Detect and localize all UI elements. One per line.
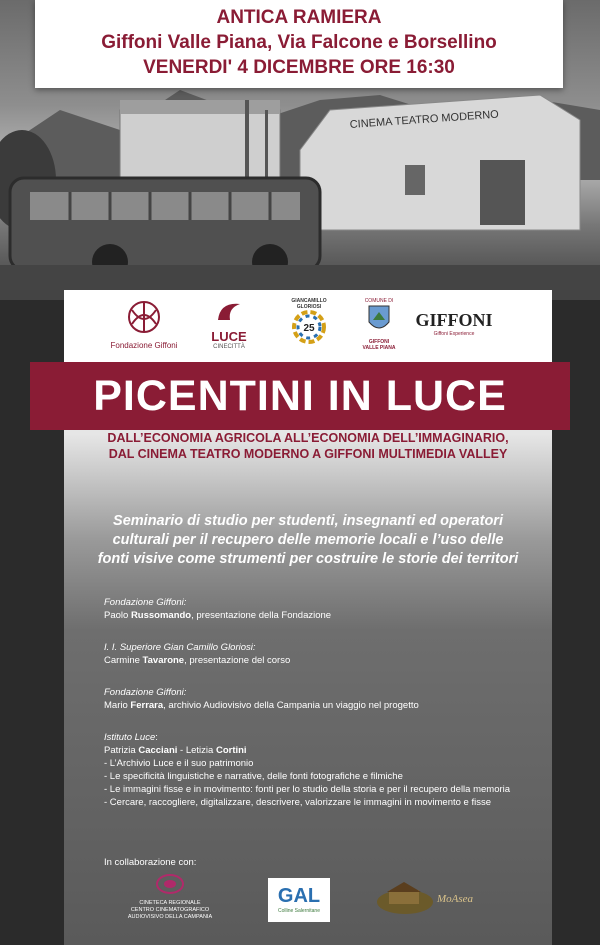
program xyxy=(104,596,544,809)
fondazione-label: Fondazione Giffoni xyxy=(110,341,178,350)
speaker-topic: , presentazione della Fondazione xyxy=(191,610,332,621)
speaker-first-name: Carmine xyxy=(104,655,143,666)
fondazione-giffoni-logo xyxy=(104,298,184,350)
collaboration-label: In collaborazione con: xyxy=(104,857,197,868)
comune-top-label: COMUNE DI xyxy=(364,298,394,304)
eagle-icon xyxy=(214,298,244,324)
third-partner-logo xyxy=(375,880,485,921)
event-datetime: VENERDI' 4 DICEMBRE ORE 16:30 xyxy=(143,57,455,78)
title-band xyxy=(30,362,570,430)
seminar-intro xyxy=(64,512,552,569)
cineteca-line-1: CINETECA REGIONALE xyxy=(139,900,201,906)
luce-label: LUCE xyxy=(211,329,247,344)
speaker-first-name: Patrizia xyxy=(104,745,139,756)
gal-sublabel: Colline Salernitane xyxy=(278,908,320,914)
intro-line-2: culturali per il recupero delle memorie locali e l’uso delle xyxy=(112,532,504,548)
giffoni-experience-logo xyxy=(409,310,499,337)
giffoni-sublabel: Giffoni Experience xyxy=(433,331,475,337)
speaker-org-4 xyxy=(104,731,544,744)
third-partner-wordmark: MoAsea xyxy=(436,893,474,905)
cineteca-logo xyxy=(115,873,225,921)
gal-logo xyxy=(268,878,330,922)
speaker-first-name: Paolo xyxy=(104,610,131,621)
subtitle-line-2: DAL CINEMA TEATRO MODERNO A GIFFONI MULTIMEDIA VALLEY xyxy=(108,447,508,461)
topic-item: - Le immagini fisse e in movimento: fonti per lo studio della storia e per il recupero della memoria xyxy=(104,784,511,795)
comune-bottom-label-1: GIFFONI xyxy=(368,339,390,345)
comune-bottom-label-2: VALLE PIANA xyxy=(362,345,396,351)
topic-item: - L’Archivio Luce e il suo patrimonio xyxy=(104,758,254,769)
main-title: PICENTINI IN LUCE xyxy=(93,372,507,420)
speaker-topic: , archivio Audiovisivo della Campania un viaggio nel progetto xyxy=(163,700,419,711)
subtitle-line-1: DALL’ECONOMIA AGRICOLA ALL’ECONOMIA DELL’IMMAGINARIO, xyxy=(107,431,509,445)
anniversary-number: 25 xyxy=(303,323,315,334)
intro-line-1: Seminario di studio per studenti, insegnanti ed operatori xyxy=(113,513,503,529)
speaker-line-1 xyxy=(104,609,544,622)
luce-logo xyxy=(204,298,254,350)
cineteca-line-3: AUDIOVISIVO DELLA CAMPANIA xyxy=(127,914,213,920)
speaker-first-name: Mario xyxy=(104,700,131,711)
subtitle xyxy=(64,430,552,462)
luce-sublabel: CINECITTÀ xyxy=(213,344,245,350)
cinema-sign: CINEMA TEATRO MODERNO xyxy=(349,108,500,131)
intro-line-3: fonti visive come strumenti per costruire le storie dei territori xyxy=(97,551,519,567)
gloriosi-logo xyxy=(279,298,339,349)
speaker-surname: Cortini xyxy=(215,745,247,756)
speaker-separator: - Letizia xyxy=(177,745,216,756)
venue-name: ANTICA RAMIERA xyxy=(216,7,382,28)
speaker-line-3 xyxy=(104,699,544,712)
speaker-org-4-colon: : xyxy=(155,732,158,743)
cineteca-emblem-icon xyxy=(155,873,185,895)
gloriosi-title: GIANCAMILLO GLORIOSI xyxy=(291,298,327,310)
speaker-org-1: Fondazione Giffoni: xyxy=(104,597,187,608)
anniversary-badge-icon xyxy=(292,310,326,344)
venue-address: Giffoni Valle Piana, Via Falcone e Borsellino xyxy=(101,32,497,53)
speaker-surname: Russomando xyxy=(130,610,192,621)
speaker-surname: Ferrara xyxy=(130,700,164,711)
speaker-org-3: Fondazione Giffoni: xyxy=(104,687,187,698)
comune-giffoni-logo xyxy=(359,298,399,351)
event-header xyxy=(35,0,563,88)
logos-row xyxy=(64,290,552,362)
speaker-topic: , presentazione del corso xyxy=(184,655,291,666)
speaker-org-2: I. I. Superiore Gian Camillo Gloriosi: xyxy=(104,642,256,653)
gal-wordmark: GAL xyxy=(277,885,321,907)
speaker-surname: Cacciani xyxy=(138,745,178,756)
coat-of-arms-icon xyxy=(367,304,391,334)
giffoni-wordmark: GIFFONI xyxy=(415,310,493,330)
speaker-line-2 xyxy=(104,654,544,667)
speaker-org-4-label: Istituto Luce xyxy=(104,732,156,743)
village-illustration-icon xyxy=(375,880,485,916)
cineteca-line-2: CENTRO CINEMATOGRAFICO xyxy=(130,907,210,913)
speaker-line-4 xyxy=(104,744,544,757)
topic-item: - Cercare, raccogliere, digitalizzare, descrivere, valorizzare le immagini in movimento e fisse xyxy=(104,797,491,808)
speaker-surname: Tavarone xyxy=(142,655,185,666)
fondazione-emblem-icon xyxy=(122,298,166,336)
topic-item: - Le specificità linguistiche e narrative, delle fonti fotografiche e filmiche xyxy=(104,771,403,782)
